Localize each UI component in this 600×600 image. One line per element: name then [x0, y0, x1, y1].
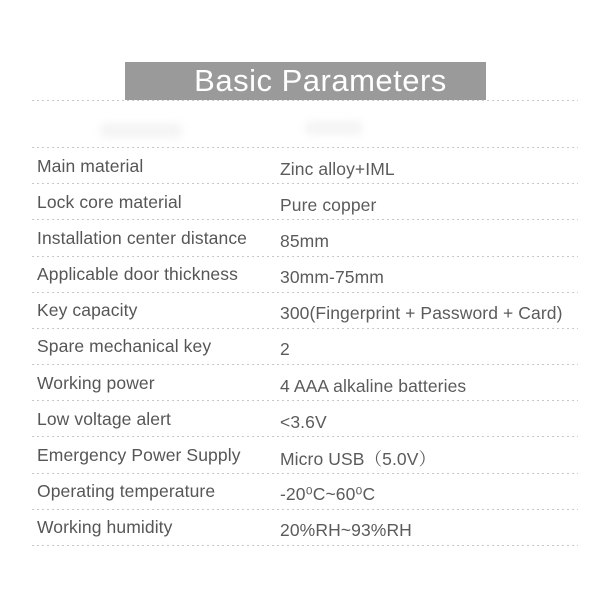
row-label: Installation center distance	[37, 227, 248, 248]
table-row	[32, 510, 578, 546]
table-row	[32, 148, 578, 184]
table-row	[32, 437, 578, 473]
table-row	[32, 401, 578, 437]
row-value: 4 AAA alkaline batteries	[280, 375, 467, 396]
row-value: Zinc alloy+IML	[280, 158, 395, 179]
row-value: 300(Fingerprint + Password + Card)	[280, 303, 563, 324]
row-value: <3.6V	[280, 411, 327, 432]
row-label: Key capacity	[37, 300, 138, 321]
row-label: Spare mechanical key	[37, 336, 212, 357]
row-value: 20%RH~93%RH	[280, 520, 412, 541]
row-value: -20⁰C~60⁰C	[280, 484, 376, 505]
table-row	[32, 365, 578, 401]
parameters-table	[32, 147, 578, 546]
row-label: Low voltage alert	[37, 408, 172, 429]
table-row	[32, 220, 578, 256]
row-value: 2	[280, 339, 290, 360]
section-title-banner	[125, 62, 486, 100]
row-value: Pure copper	[280, 194, 377, 215]
row-label: Main material	[37, 155, 144, 176]
ghost-watermark-left	[100, 123, 182, 138]
table-row	[32, 184, 578, 220]
table-row	[32, 474, 578, 510]
row-label: Working humidity	[37, 517, 173, 538]
row-label: Applicable door thickness	[37, 264, 238, 285]
section-title: Basic Parameters	[194, 63, 447, 98]
row-label: Emergency Power Supply	[37, 444, 241, 465]
row-value: Micro USB（5.0V）	[280, 448, 437, 469]
row-value: 30mm-75mm	[280, 267, 384, 288]
header-divider-line	[32, 100, 578, 101]
table-row	[32, 293, 578, 329]
table-row	[32, 329, 578, 365]
table-row	[32, 257, 578, 293]
row-label: Lock core material	[37, 191, 182, 212]
row-label: Operating temperature	[37, 481, 216, 502]
ghost-watermark-right	[305, 121, 363, 135]
row-label: Working power	[37, 372, 155, 393]
row-value: 85mm	[280, 230, 330, 251]
